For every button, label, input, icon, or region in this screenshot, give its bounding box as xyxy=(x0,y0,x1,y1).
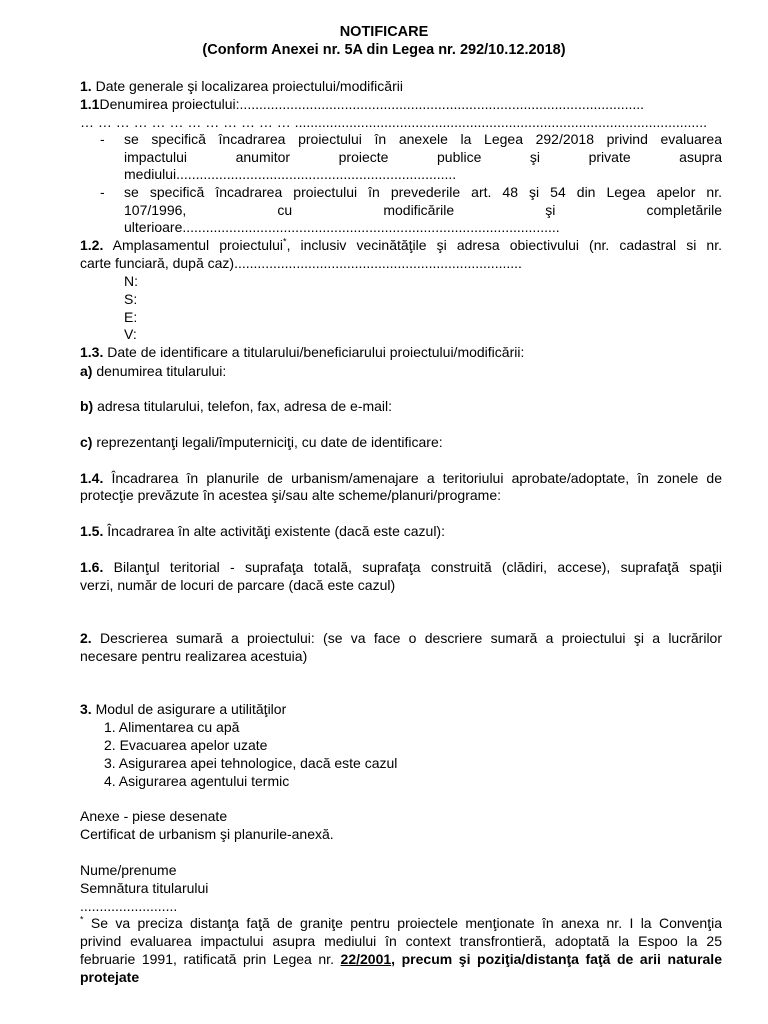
item-c: c) reprezentanţi legali/împuterniciţi, cu date de identificare: xyxy=(80,434,443,450)
utility-item-1: 1. Alimentarea cu apă xyxy=(104,719,240,735)
dash-bullet-2: - xyxy=(100,184,105,200)
dash1-line3: mediului........................................................................ xyxy=(124,166,457,182)
section-1-5: 1.5. Încadrarea în alte activităţi existente (dacă este cazul): xyxy=(80,523,445,539)
section-2-line2: necesare pentru realizarea acestuia) xyxy=(80,648,308,664)
footnote-line1: * Se va preciza distanţa faţă de graniţe pentru proiectele menţionate în anexa nr. I la Convenţia xyxy=(80,914,722,931)
document-title: NOTIFICARE xyxy=(339,24,429,40)
footnote-line4: protejate xyxy=(80,969,140,985)
dash2-line2: 107/1996, cu modificările şi completările xyxy=(124,202,722,218)
dash2-line3: ulterioare................................................................................................. xyxy=(124,219,560,235)
signature-dots: ......................... xyxy=(80,898,178,914)
utility-item-2: 2. Evacuarea apelor uzate xyxy=(104,737,268,753)
section-1-4-line2: protecţie prevăzute în acestea şi/sau alte scheme/planuri/programe: xyxy=(80,487,502,503)
section-1-heading: 1. Date generale şi localizarea proiectului/modificării xyxy=(80,78,403,94)
section-1-6-line1: 1.6. Bilanţul teritorial - suprafaţa totală, suprafaţa construită (clădiri, accese), suprafaţă spaţii xyxy=(80,559,722,575)
dash1-line2: impactului anumitor proiecte publice şi private asupra xyxy=(124,149,722,165)
dash1-line1: se specifică încadrarea proiectului în anexele la Legea 292/2018 privind evaluarea xyxy=(124,131,722,147)
section-1-2-line2: carte funciară, după caz).......................................................................... xyxy=(80,255,522,271)
section-3-heading: 3. Modul de asigurare a utilităţilor xyxy=(80,701,287,717)
name-label: Nume/prenume xyxy=(80,862,177,878)
item-a: a) denumirea titularului: xyxy=(80,363,227,379)
coord-n: N: xyxy=(124,273,138,289)
section-1-3-heading: 1.3. Date de identificare a titularului/beneficiarului proiectului/modificării: xyxy=(80,344,525,360)
section-1-6-line2: verzi, număr de locuri de parcare (dacă este cazul) xyxy=(80,577,396,593)
section-1-4-line1: 1.4. Încadrarea în planurile de urbanism/amenajare a teritoriului aprobate/adoptate, în zonele de xyxy=(80,470,722,486)
utility-item-4: 4. Asigurarea agentului termic xyxy=(104,773,290,789)
footnote-line3: februarie 1991, ratificată prin Legea nr. 22/2001, precum şi poziţia/distanţa faţă de arii naturale xyxy=(80,951,722,967)
section-1-2-line1: 1.2. Amplasamentul proiectului*, inclusiv vecinătăţile şi adresa obiectivului (nr. cadastral si nr. xyxy=(80,236,722,253)
footnote-line2: privind evaluarea impactului asupra mediului în context transfrontieră, adoptată la Espoo la 25 xyxy=(80,933,722,949)
utility-item-3: 3. Asigurarea apei tehnologice, dacă este cazul xyxy=(104,755,398,771)
coord-s: S: xyxy=(124,291,138,307)
project-name-line: 1.1Denumirea proiectului:........................................................................................................ xyxy=(80,96,645,112)
section-2-line1: 2. Descrierea sumară a proiectului: (se va face o descriere sumară a proiectului şi a lucrărilor xyxy=(80,630,722,646)
anexe-text: Certificat de urbanism şi planurile-anexă. xyxy=(80,826,334,842)
dotted-line: … … … … … … … … … … … … .......................................................................................................... xyxy=(80,114,707,130)
item-b: b) adresa titularului, telefon, fax, adresa de e-mail: xyxy=(80,398,393,414)
anexe-title: Anexe - piese desenate xyxy=(80,808,228,824)
dash-bullet-1: - xyxy=(100,131,105,147)
signature-label: Semnătura titularului xyxy=(80,880,209,896)
coord-v: V: xyxy=(124,326,137,342)
document-subtitle: (Conform Anexei nr. 5A din Legea nr. 292/10.12.2018) xyxy=(202,42,566,58)
coord-e: E: xyxy=(124,309,138,325)
dash2-line1: se specifică încadrarea proiectului în prevederile art. 48 şi 54 din Legea apelor nr. xyxy=(124,184,722,200)
